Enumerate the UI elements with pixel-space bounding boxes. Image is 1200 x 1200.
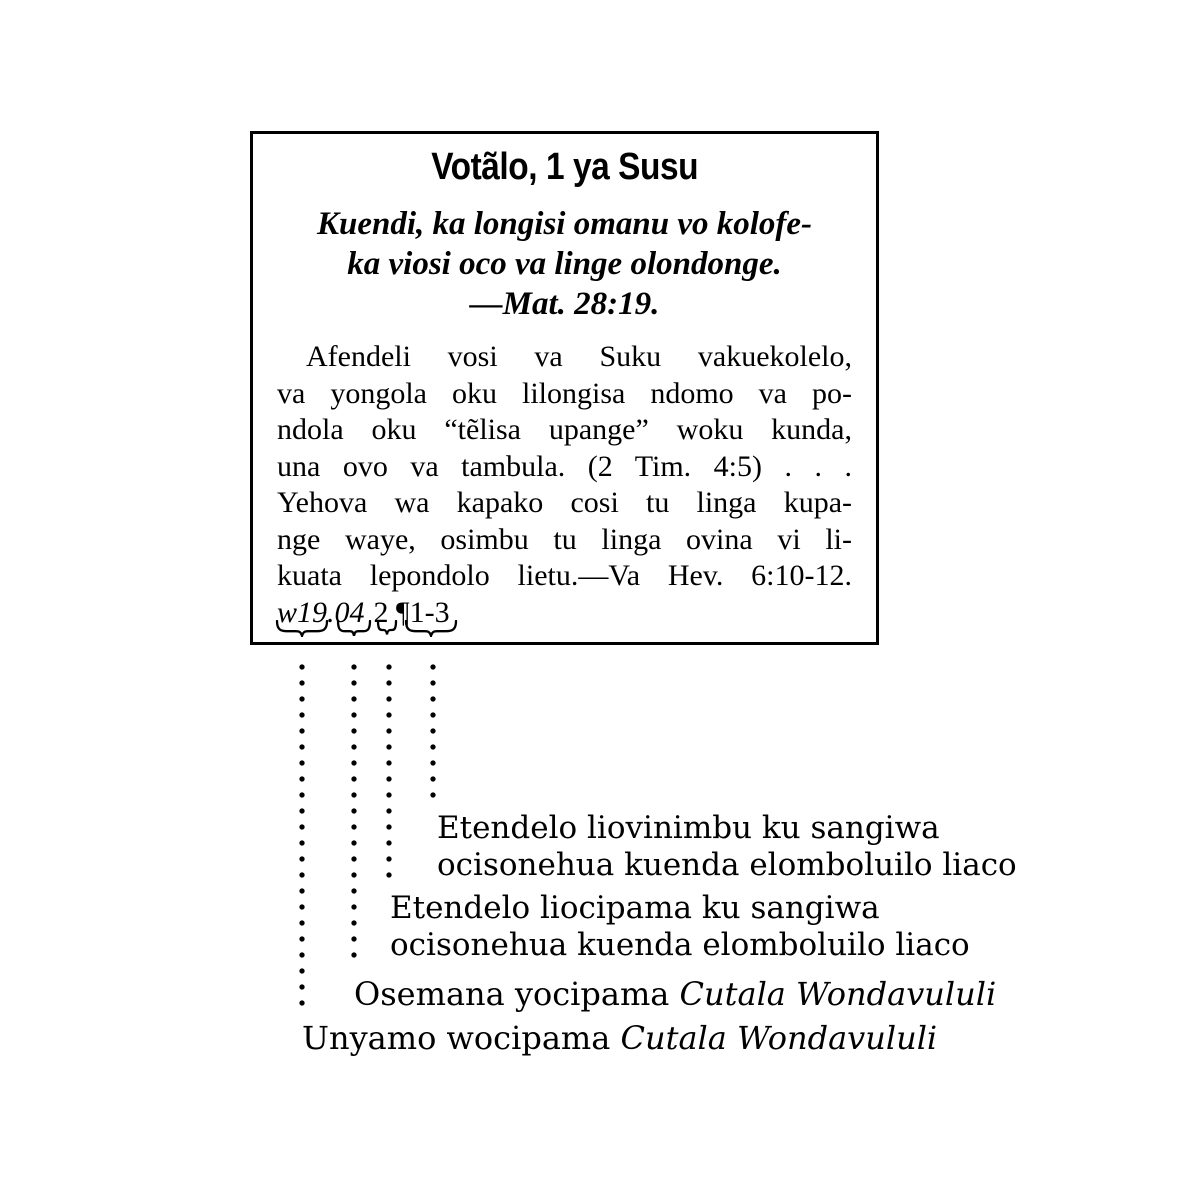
card-title-text: Votãlo, 1 ya Susu: [431, 146, 698, 188]
callout-label-line: Etendelo liovinimbu ku sangiwa: [437, 810, 940, 846]
scripture-text: [277, 204, 852, 324]
callout-line-year: [299, 659, 305, 1011]
commentary-line: una ovo va tambula. (2 Tim. 4:5) . . .: [277, 449, 852, 483]
callout-label-text: Osemana yocipama: [354, 975, 670, 1013]
commentary-line: kuata lepondolo lietu.—Va Hev. 6:10-12.: [277, 559, 852, 592]
commentary-line: nge waye, osimbu tu linga ovina vi li-: [277, 522, 852, 556]
underbrace-article-icon: [376, 620, 398, 637]
commentary-line: ndola oku “tẽlisa upange” woku kunda,: [277, 413, 852, 446]
underbrace-issue-icon: [336, 620, 372, 637]
commentary-line: Afendeli vosi va Suku vakuekolelo,: [306, 340, 852, 373]
callout-label-line: Etendelo liocipama ku sangiwa: [390, 890, 880, 926]
card-title: [277, 146, 852, 188]
callout-label-year: [302, 1020, 937, 1057]
callout-label-text: Unyamo wocipama: [302, 1019, 611, 1057]
callout-label-publication-name: Cutala Wondavululi: [620, 1019, 938, 1057]
scripture-line: ka viosi oco va linge olondonge.: [347, 246, 782, 282]
callout-line-paragraphs: [430, 659, 436, 803]
citation-publication-code: w19.04: [277, 595, 365, 629]
callout-label-line: ocisonehua kuenda elomboluilo liaco: [437, 847, 1017, 883]
scripture-line: —Mat. 28:19.: [469, 286, 660, 322]
callout-label-line: ocisonehua kuenda elomboluilo liaco: [390, 927, 970, 963]
scripture-line: Kuendi, ka longisi omanu vo kolofe-: [316, 206, 813, 242]
callout-label-article: [390, 890, 970, 964]
callout-label-publication-name: Cutala Wondavululi: [679, 975, 997, 1013]
commentary-line: va yongola oku lilongisa ndomo va po-: [277, 376, 852, 410]
callout-label-issue: [354, 976, 996, 1013]
commentary-line: Yehova wa kapako cosi tu linga kupa-: [277, 486, 852, 519]
callout-line-article: [386, 659, 392, 883]
underbrace-paragraph-icon: [404, 620, 458, 637]
callout-line-issue: [351, 659, 357, 963]
underbrace-year-icon: [275, 620, 329, 637]
commentary-text: [277, 339, 852, 631]
callout-label-paragraphs: [437, 810, 1017, 884]
citation-page-paragraphs: 2 ¶1-3: [373, 595, 450, 629]
daily-text-card: [250, 131, 879, 645]
